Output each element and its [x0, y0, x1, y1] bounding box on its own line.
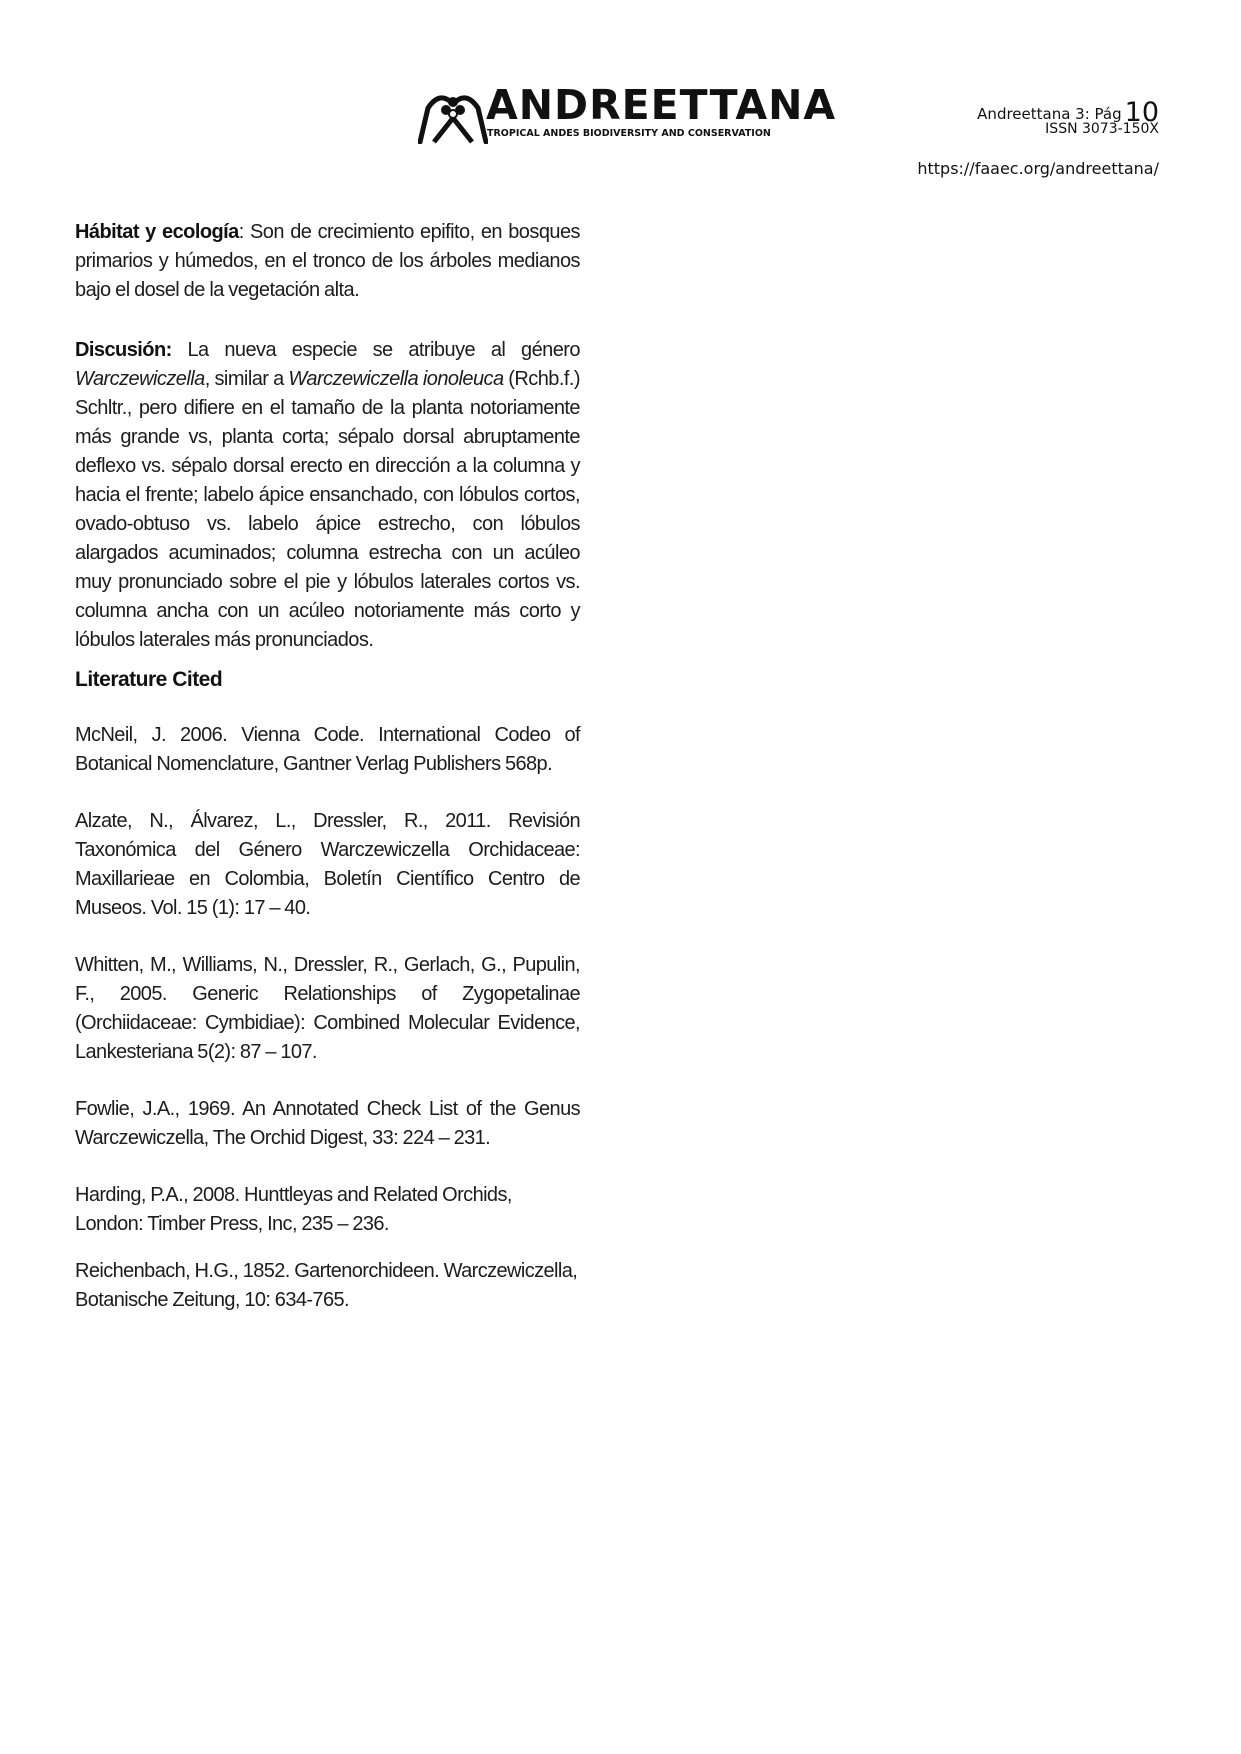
- discussion-text-3: (Rchb.f.) Schltr., pero difiere en el tamaño de la planta notoriamente más grande vs, planta corta; sépalo dorsal abruptamente deflexo vs. sépalo dorsal erecto en dirección a la columna y hacia el frente; labelo ápice ensanchado, con lóbulos cortos, ovado-obtuso vs. labelo ápice estrecho, con lóbulos alargados acuminados; columna estrecha con un acúleo muy pronunciado sobre el pie y lóbulos laterales cortos vs. columna ancha con un acúleo notoriamente más corto y lóbulos laterales más pronunciados.: [75, 368, 580, 651]
- reference-item: Reichenbach, H.G., 1852. Gartenorchideen. Warczewiczella, Botanische Zeitung, 10: 634-765.: [75, 1260, 578, 1311]
- reference-item: Alzate, N., Álvarez, L., Dressler, R., 2011. Revisión Taxonómica del Género Warczewiczella Orchidaceae: Maxillarieae en Colombia, Boletín Científico Centro de Museos. Vol. 15 (1): 17 – 40.: [75, 810, 580, 919]
- journal-url[interactable]: https://faaec.org/andreettana/: [917, 159, 1159, 178]
- habitat-paragraph: [75, 218, 580, 305]
- journal-logo: [418, 81, 837, 144]
- reference-item: Fowlie, J.A., 1969. An Annotated Check List of the Genus Warczewiczella, The Orchid Digest, 33: 224 – 231.: [75, 1098, 580, 1149]
- species-name: Warczewiczella ionoleuca: [288, 368, 504, 390]
- habitat-label: Hábitat y ecología: [75, 221, 239, 243]
- journal-meta: [977, 97, 1159, 137]
- page-number: 10: [1124, 97, 1159, 128]
- reference-item: McNeil, J. 2006. Vienna Code. International Codeo of Botanical Nomenclature, Gantner Verlag Publishers 568p.: [75, 724, 580, 775]
- genus-name: Warczewiczella: [75, 368, 205, 390]
- mountain-orchid-icon: [418, 88, 488, 144]
- logo-title: ANDREETTANA: [486, 81, 837, 129]
- discussion-label: Discusión:: [75, 339, 172, 361]
- text-column: [75, 218, 580, 1343]
- reference-list: [75, 721, 580, 1315]
- reference-item: Harding, P.A., 2008. Hunttleyas and Related Orchids, London: Timber Press, Inc, 235 – 236.: [75, 1184, 512, 1235]
- literature-heading: Literature Cited: [75, 668, 223, 691]
- reference-item: Whitten, M., Williams, N., Dressler, R., Gerlach, G., Pupulin, F., 2005. Generic Relationships of Zygopetalinae (Orchiidaceae: Cymbidiae): Combined Molecular Evidence, Lankesteriana 5(2): 87 – 107.: [75, 954, 580, 1063]
- discussion-paragraph: [75, 336, 580, 655]
- discussion-text-1: La nueva especie se atribuye al género: [171, 339, 580, 361]
- discussion-text-2: , similar a: [204, 368, 289, 390]
- logo-tagline: TROPICAL ANDES BIODIVERSITY AND CONSERVATION: [487, 128, 771, 139]
- issn: ISSN 3073-150X: [1045, 121, 1159, 137]
- habitat-text: : Son de crecimiento epifito, en bosques primarios y húmedos, en el tronco de los árboles medianos bajo el dosel de la vegetación alta.: [75, 221, 580, 301]
- journal-label: Andreettana 3: Pág: [977, 105, 1122, 123]
